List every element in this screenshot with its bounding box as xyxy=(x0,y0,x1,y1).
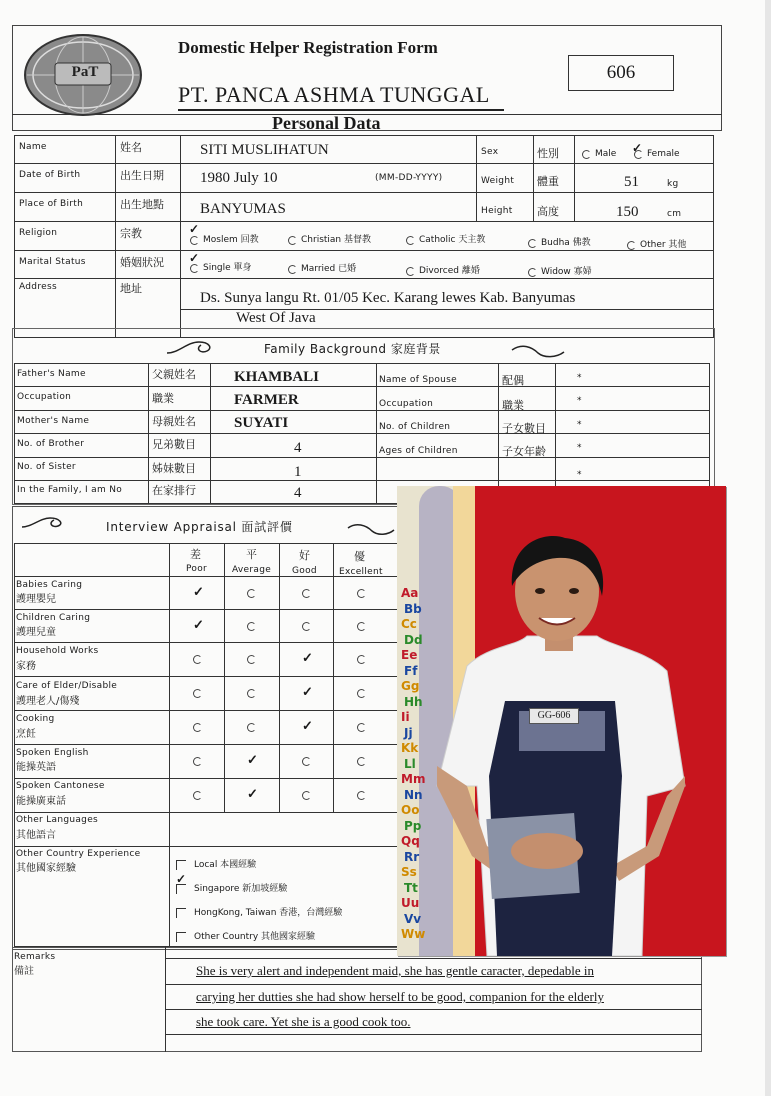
label-occupation: Occupation xyxy=(17,392,72,402)
label-dob-cn: 出生日期 xyxy=(120,169,164,182)
skill-babies: Babies Caring xyxy=(16,580,83,590)
row-line xyxy=(14,192,714,193)
label-sex: Sex xyxy=(481,147,499,157)
alphabet-letter: Aa xyxy=(401,586,419,600)
row-line xyxy=(14,744,398,745)
alphabet-letter: Uu xyxy=(401,896,420,910)
radio-icon xyxy=(528,238,537,247)
label-marital-cn: 婚姻狀況 xyxy=(120,256,164,269)
sex-female-option: Female xyxy=(634,149,680,159)
checkbox-icon xyxy=(176,860,186,870)
level-average: Average xyxy=(232,565,272,575)
form-number: 606 xyxy=(568,55,674,91)
other-languages-cn: 其他語言 xyxy=(16,830,56,841)
section-title: Personal Data xyxy=(272,113,381,133)
radio-icon xyxy=(627,240,636,249)
value-address-line2: West Of Java xyxy=(236,310,316,326)
col-line xyxy=(165,947,166,1052)
check-mark-icon: ✓ xyxy=(302,718,313,733)
radio-icon xyxy=(247,688,256,697)
radio-icon xyxy=(247,621,256,630)
remarks-line-2: carying her dutties she had show herself to be good, companion for the elderly xyxy=(196,989,604,1004)
col-line xyxy=(115,135,116,338)
value-children: * xyxy=(577,420,582,430)
label-weight-cn: 體重 xyxy=(537,175,559,188)
value-extra: * xyxy=(577,470,582,480)
col-line xyxy=(476,135,477,221)
swash-left-icon xyxy=(165,340,217,356)
skill-cantonese-cn: 能操廣東話 xyxy=(16,796,66,807)
religion-option-moslem: Moslem 回教 xyxy=(190,232,259,245)
value-spouse-occupation: * xyxy=(577,396,582,406)
skill-cooking-cn: 烹飪 xyxy=(16,729,36,740)
value-order: 4 xyxy=(294,485,302,501)
check-mark-icon: ✓ xyxy=(247,786,258,801)
alphabet-letter: Ww xyxy=(401,927,426,941)
experience-label: Other Country Experience xyxy=(16,849,141,859)
radio-icon xyxy=(528,267,537,276)
level-good: Good xyxy=(292,566,317,576)
skill-household-cn: 家務 xyxy=(16,661,36,672)
row-line xyxy=(14,163,714,164)
label-order-cn: 在家排行 xyxy=(152,484,196,497)
label-height: Height xyxy=(481,206,513,216)
exp-option-local: Local 本國經驗 xyxy=(176,857,256,870)
label-weight: Weight xyxy=(481,176,515,186)
alphabet-letter: Dd xyxy=(404,632,423,647)
check-mark-icon: ✓ xyxy=(632,141,643,155)
label-spouse-occupation-cn: 職業 xyxy=(502,399,524,412)
radio-icon xyxy=(302,621,311,630)
skill-english: Spoken English xyxy=(16,748,89,758)
label-ages-cn: 子女年齡 xyxy=(502,445,546,458)
alphabet-letter: Ii xyxy=(401,710,410,724)
marital-option-widow: Widow 寡婦 xyxy=(528,264,592,277)
row-line xyxy=(14,609,398,610)
marital-option-married: Married 已婚 xyxy=(288,261,356,274)
label-sister-cn: 姊妹數目 xyxy=(152,462,196,475)
value-dob: 1980 July 10 xyxy=(200,170,278,186)
label-address-cn: 地址 xyxy=(120,282,142,295)
label-mother: Mother's Name xyxy=(17,416,90,426)
row-line xyxy=(14,642,398,643)
label-ages: Ages of Children xyxy=(379,446,458,456)
exp-option-singapore: Singapore 新加坡經驗 xyxy=(176,881,287,894)
value-father: KHAMBALI xyxy=(234,369,320,385)
company-name: PT. PANCA ASHMA TUNGGAL xyxy=(178,82,490,107)
alphabet-letter: Vv xyxy=(404,911,422,926)
dob-format: (MM-DD-YYYY) xyxy=(375,173,443,183)
radio-icon xyxy=(357,756,366,765)
skill-elder: Care of Elder/Disable xyxy=(16,681,118,691)
radio-icon xyxy=(357,654,366,663)
radio-icon xyxy=(247,654,256,663)
row-line xyxy=(14,250,714,251)
radio-icon xyxy=(247,588,256,597)
label-brother-cn: 兄弟數目 xyxy=(152,438,196,451)
radio-icon xyxy=(357,722,366,731)
value-mother: SUYATI xyxy=(234,415,289,431)
alphabet-letter: Kk xyxy=(401,741,419,755)
row-line xyxy=(14,278,714,279)
check-mark-icon: ✓ xyxy=(247,752,258,767)
check-mark-icon: ✓ xyxy=(193,617,204,632)
row-line xyxy=(14,846,398,847)
swash-right-icon xyxy=(510,344,566,360)
radio-icon xyxy=(193,688,202,697)
alphabet-letter: Ss xyxy=(401,865,417,879)
row-line xyxy=(14,480,710,481)
row-line xyxy=(14,221,714,222)
value-sisters: 1 xyxy=(294,464,302,480)
skill-english-cn: 能操英語 xyxy=(16,762,56,773)
alphabet-letter: Mm xyxy=(401,772,426,786)
row-line xyxy=(14,410,710,411)
label-mother-cn: 母親姓名 xyxy=(152,415,196,428)
appraisal-title: Interview Appraisal 面試評價 xyxy=(106,520,293,534)
company-underline xyxy=(178,109,504,111)
radio-icon xyxy=(193,756,202,765)
label-address: Address xyxy=(19,282,57,292)
col-line xyxy=(376,363,377,504)
swash-left-icon xyxy=(20,515,68,531)
value-height: 150 xyxy=(616,204,639,220)
label-spouse-occupation: Occupation xyxy=(379,399,434,409)
col-line xyxy=(148,363,149,504)
alphabet-letter: Nn xyxy=(404,787,423,802)
value-spouse: * xyxy=(577,373,582,383)
label-children: No. of Children xyxy=(379,422,451,432)
applicant-photo xyxy=(397,486,726,956)
checkbox-icon xyxy=(176,908,186,918)
remarks-label-cn: 備註 xyxy=(14,966,34,977)
alphabet-letter: Rr xyxy=(404,849,420,864)
row-line xyxy=(14,386,710,387)
alphabet-letter: Tt xyxy=(404,880,418,895)
col-line xyxy=(279,543,280,813)
label-sex-cn: 性別 xyxy=(537,147,559,160)
alphabet-letter: Oo xyxy=(401,803,420,817)
col-line xyxy=(498,363,499,504)
label-order: In the Family, I am No xyxy=(17,485,123,495)
col-line xyxy=(574,135,575,221)
radio-icon xyxy=(193,654,202,663)
check-mark-icon: ✓ xyxy=(302,650,313,665)
name-tag: GG-606 xyxy=(529,708,579,724)
col-line xyxy=(210,363,211,504)
height-unit: cm xyxy=(667,209,682,219)
religion-option-catholic: Catholic 天主教 xyxy=(406,232,485,245)
value-occupation: FARMER xyxy=(234,392,299,408)
label-name: Name xyxy=(19,142,47,152)
skill-household: Household Works xyxy=(16,646,99,656)
label-children-cn: 子女數目 xyxy=(502,422,546,435)
exp-option-other: Other Country 其他國家經驗 xyxy=(176,929,315,942)
value-name: SITI MUSLIHATUN xyxy=(200,142,329,158)
label-father-cn: 父親姓名 xyxy=(152,368,196,381)
check-mark-icon: ✓ xyxy=(176,872,187,886)
level-poor: Poor xyxy=(186,564,208,574)
label-religion-cn: 宗教 xyxy=(120,227,142,240)
remarks-rule xyxy=(165,958,702,959)
alphabet-letter: Jj xyxy=(404,725,413,740)
label-occupation-cn: 職業 xyxy=(152,392,174,405)
row-line xyxy=(14,778,398,779)
value-address-line1: Ds. Sunya langu Rt. 01/05 Kec. Karang lewes Kab. Banyumas xyxy=(200,290,576,306)
remarks-rule xyxy=(165,1034,702,1035)
radio-icon xyxy=(288,264,297,273)
family-title: Family Background 家庭背景 xyxy=(264,342,441,356)
label-pob-cn: 出生地點 xyxy=(120,198,164,211)
form-title: Domestic Helper Registration Form xyxy=(178,38,438,57)
level-good-cn: 好 xyxy=(299,549,310,562)
col-line xyxy=(169,543,170,947)
label-marital: Marital Status xyxy=(19,257,86,267)
label-spouse-cn: 配偶 xyxy=(502,374,524,387)
radio-icon xyxy=(302,790,311,799)
col-line xyxy=(180,135,181,338)
col-line xyxy=(533,135,534,221)
level-poor-cn: 差 xyxy=(190,548,201,561)
sex-male-option: Male xyxy=(582,149,616,159)
value-weight: 51 xyxy=(624,174,639,190)
alphabet-letter: Pp xyxy=(404,818,422,833)
religion-option-christian: Christian 基督教 xyxy=(288,232,371,245)
radio-icon xyxy=(406,235,415,244)
check-mark-icon: ✓ xyxy=(189,222,200,236)
check-mark-icon: ✓ xyxy=(189,251,200,265)
radio-icon xyxy=(406,266,415,275)
alphabet-letter: Bb xyxy=(404,601,422,616)
religion-option-budha: Budha 佛教 xyxy=(528,235,591,248)
radio-icon xyxy=(193,790,202,799)
checkbox-icon xyxy=(176,932,186,942)
radio-icon xyxy=(193,722,202,731)
religion-option-other: Other 其他 xyxy=(627,237,686,250)
alphabet-letter: Ll xyxy=(404,756,416,771)
alphabet-letter: Cc xyxy=(401,617,417,631)
other-languages-label: Other Languages xyxy=(16,815,99,825)
col-line xyxy=(555,363,556,504)
level-excellent: Excellent xyxy=(339,567,383,577)
remarks-line-1: She is very alert and independent maid, she has gentle caracter, depedable in xyxy=(196,963,594,978)
remarks-rule xyxy=(165,984,702,985)
radio-icon xyxy=(357,790,366,799)
skill-cantonese: Spoken Cantonese xyxy=(16,781,105,791)
logo-text: PaT xyxy=(71,64,99,80)
row-line xyxy=(14,457,710,458)
check-mark-icon: ✓ xyxy=(193,584,204,599)
radio-icon xyxy=(288,235,297,244)
swash-right-icon xyxy=(346,522,396,538)
col-line xyxy=(333,543,334,813)
radio-icon xyxy=(247,722,256,731)
label-pob: Place of Birth xyxy=(19,199,84,209)
row-line xyxy=(14,676,398,677)
level-average-cn: 平 xyxy=(246,548,257,561)
skill-cooking: Cooking xyxy=(16,714,55,724)
remarks-rule xyxy=(165,1009,702,1010)
radio-icon xyxy=(302,588,311,597)
remarks-line-3: she took care. Yet she is a good cook too. xyxy=(196,1014,411,1029)
alphabet-letter: Gg xyxy=(401,679,420,693)
label-spouse: Name of Spouse xyxy=(379,375,458,385)
exp-option-hongkong: HongKong, Taiwan 香港，台灣經驗 xyxy=(176,905,342,918)
label-religion: Religion xyxy=(19,228,58,238)
label-name-cn: 姓名 xyxy=(120,141,142,154)
alphabet-letter: Qq xyxy=(401,834,420,848)
value-ages: * xyxy=(577,443,582,453)
weight-unit: kg xyxy=(667,179,679,189)
value-pob: BANYUMAS xyxy=(200,201,286,217)
col-line xyxy=(224,543,225,813)
value-brothers: 4 xyxy=(294,440,302,456)
label-dob: Date of Birth xyxy=(19,170,81,180)
row-line xyxy=(14,812,398,813)
row-line xyxy=(14,710,398,711)
radio-icon xyxy=(357,621,366,630)
label-height-cn: 高度 xyxy=(537,205,559,218)
marital-option-divorced: Divorced 離婚 xyxy=(406,263,480,276)
row-line xyxy=(14,433,710,434)
radio-icon xyxy=(302,756,311,765)
experience-cn: 其他國家經驗 xyxy=(16,863,76,874)
check-mark-icon: ✓ xyxy=(302,684,313,699)
label-sister: No. of Sister xyxy=(17,462,76,472)
skill-babies-cn: 護理嬰兒 xyxy=(16,594,56,605)
alphabet-letter: Hh xyxy=(404,694,423,709)
level-excellent-cn: 優 xyxy=(354,550,365,563)
alphabet-letter: Ff xyxy=(404,663,418,678)
remarks-label: Remarks xyxy=(14,952,56,962)
label-brother: No. of Brother xyxy=(17,439,85,449)
skill-children: Children Caring xyxy=(16,613,91,623)
radio-icon xyxy=(357,588,366,597)
radio-icon xyxy=(357,688,366,697)
alphabet-letter: Ee xyxy=(401,648,418,662)
skill-children-cn: 護理兒童 xyxy=(16,627,56,638)
skill-elder-cn: 護理老人/傷殘 xyxy=(16,696,80,707)
marital-option-single: Single 單身 xyxy=(190,260,252,273)
radio-icon xyxy=(190,235,199,244)
label-father: Father's Name xyxy=(17,369,86,379)
radio-icon xyxy=(582,149,591,158)
